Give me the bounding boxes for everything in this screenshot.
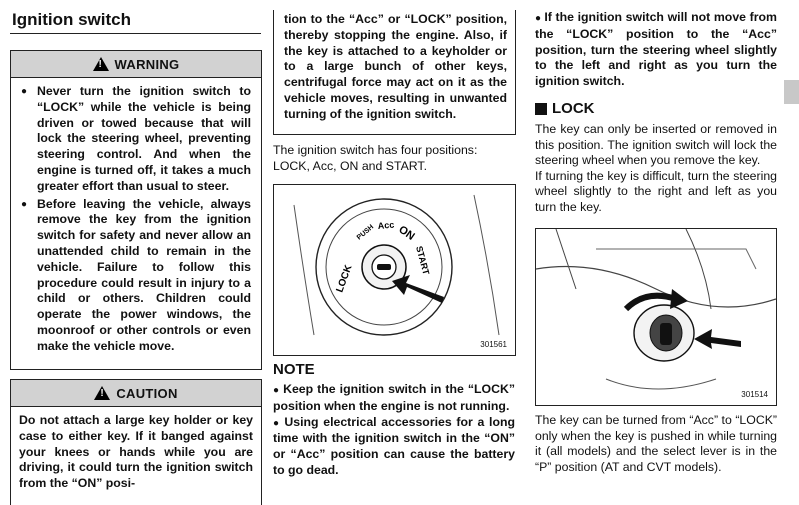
caution-box bbox=[10, 379, 262, 505]
warning-item-text: Never turn the ignition switch to “LOCK” while the vehicle is being driven or towed because that will lock the steering wheel, preventing steering control. And when the engine is turned off, it takes a much greater effort than usual to steer. bbox=[37, 84, 251, 193]
ignition-switch-figure bbox=[273, 184, 516, 356]
caution-header bbox=[11, 380, 261, 407]
warning-header bbox=[11, 51, 261, 78]
caution-continued-text: tion to the “Acc” or “LOCK” position, thereby stopping the engine. Also, if the key is attached to a keyholder or to a large bunch of other keys, centrifugal force may act on it as the vehicle moves, resulting in unwanted turning of the ignition switch. bbox=[284, 12, 507, 121]
warning-item-text: Before leaving the vehicle, always remove the key from the ignition switch for safety and never allow an unattended child to remain in the vehicle. Failure to follow this procedure could result in injury to a child or others. Children could operate the power windows, the moonroof or other controls or even make the vehicle move. bbox=[37, 196, 251, 353]
lock-body bbox=[535, 122, 777, 216]
key-turn-figure bbox=[535, 228, 777, 406]
figure-code: 301514 bbox=[741, 390, 768, 399]
turn-arrow-icon bbox=[670, 289, 688, 309]
note-title: NOTE bbox=[273, 361, 315, 378]
note-item bbox=[273, 415, 515, 479]
square-bullet-icon bbox=[535, 103, 547, 115]
warning-box bbox=[10, 50, 262, 370]
label-start: START bbox=[414, 244, 432, 276]
figure-code: 301561 bbox=[480, 340, 507, 349]
section-title: Ignition switch bbox=[12, 10, 131, 29]
section-title-rule bbox=[10, 33, 261, 34]
lock-heading bbox=[535, 100, 595, 117]
warning-body bbox=[11, 78, 261, 355]
push-arrow-icon bbox=[694, 329, 741, 349]
lock-paragraph-2: If turning the key is difficult, turn the steering wheel slightly to the right and left as you turn the key. bbox=[535, 168, 777, 214]
caution-text: Do not attach a large key holder or key case to either key. If it banged against your knees or hands while you are driving, it could turn the ignition switch from the “ON” posi- bbox=[19, 413, 253, 491]
label-push: PUSH bbox=[355, 223, 376, 242]
warning-item bbox=[19, 84, 251, 195]
bullet-icon: ● bbox=[21, 86, 28, 97]
col3-bottom-paragraph: The key can be turned from “Acc” to “LOCK” only when the key is pushed in while turning it (all models) and the select lever is in the “P” position (AT and CVT models). bbox=[535, 413, 777, 474]
page-edge-tab bbox=[784, 80, 799, 104]
lock-title: LOCK bbox=[552, 100, 595, 117]
note-body bbox=[273, 382, 515, 479]
note-item bbox=[273, 382, 515, 415]
push-arrow-icon bbox=[392, 275, 444, 303]
bullet-icon: ● bbox=[21, 198, 28, 210]
lock-paragraph-1: The key can only be inserted or removed in this position. The ignition switch will lock the steering wheel when you remove the key. bbox=[535, 122, 777, 168]
caution-continued-box bbox=[273, 10, 516, 135]
bullet-icon: ● bbox=[273, 385, 284, 396]
note-item-text: Using electrical accessories for a long time with the ignition switch in the “ON” or “Acc” position can cause the battery to go dead. bbox=[273, 414, 515, 477]
warning-item bbox=[19, 197, 251, 355]
col3-note-item bbox=[535, 10, 777, 90]
caution-triangle-icon bbox=[94, 386, 110, 400]
warning-label: WARNING bbox=[114, 56, 180, 72]
label-acc: Acc bbox=[377, 219, 395, 231]
col3-note-text: If the ignition switch will not move from the “LOCK” position to the “Acc” position, turn the steering wheel slightly to the left and right as you turn the ignition switch. bbox=[535, 10, 777, 89]
caution-label: CAUTION bbox=[116, 385, 178, 401]
key-turn-illustration bbox=[536, 229, 776, 405]
bullet-icon: ● bbox=[535, 13, 545, 24]
note-item-text: Keep the ignition switch in the “LOCK” position when the engine is not running. bbox=[273, 382, 515, 413]
warning-triangle-icon bbox=[93, 57, 109, 71]
ignition-switch-illustration bbox=[274, 185, 515, 355]
intro-paragraph: The ignition switch has four positions: LOCK, Acc, ON and START. bbox=[273, 143, 478, 173]
label-on: ON bbox=[396, 223, 417, 243]
label-lock: LOCK bbox=[334, 263, 355, 295]
bullet-icon: ● bbox=[273, 417, 285, 429]
